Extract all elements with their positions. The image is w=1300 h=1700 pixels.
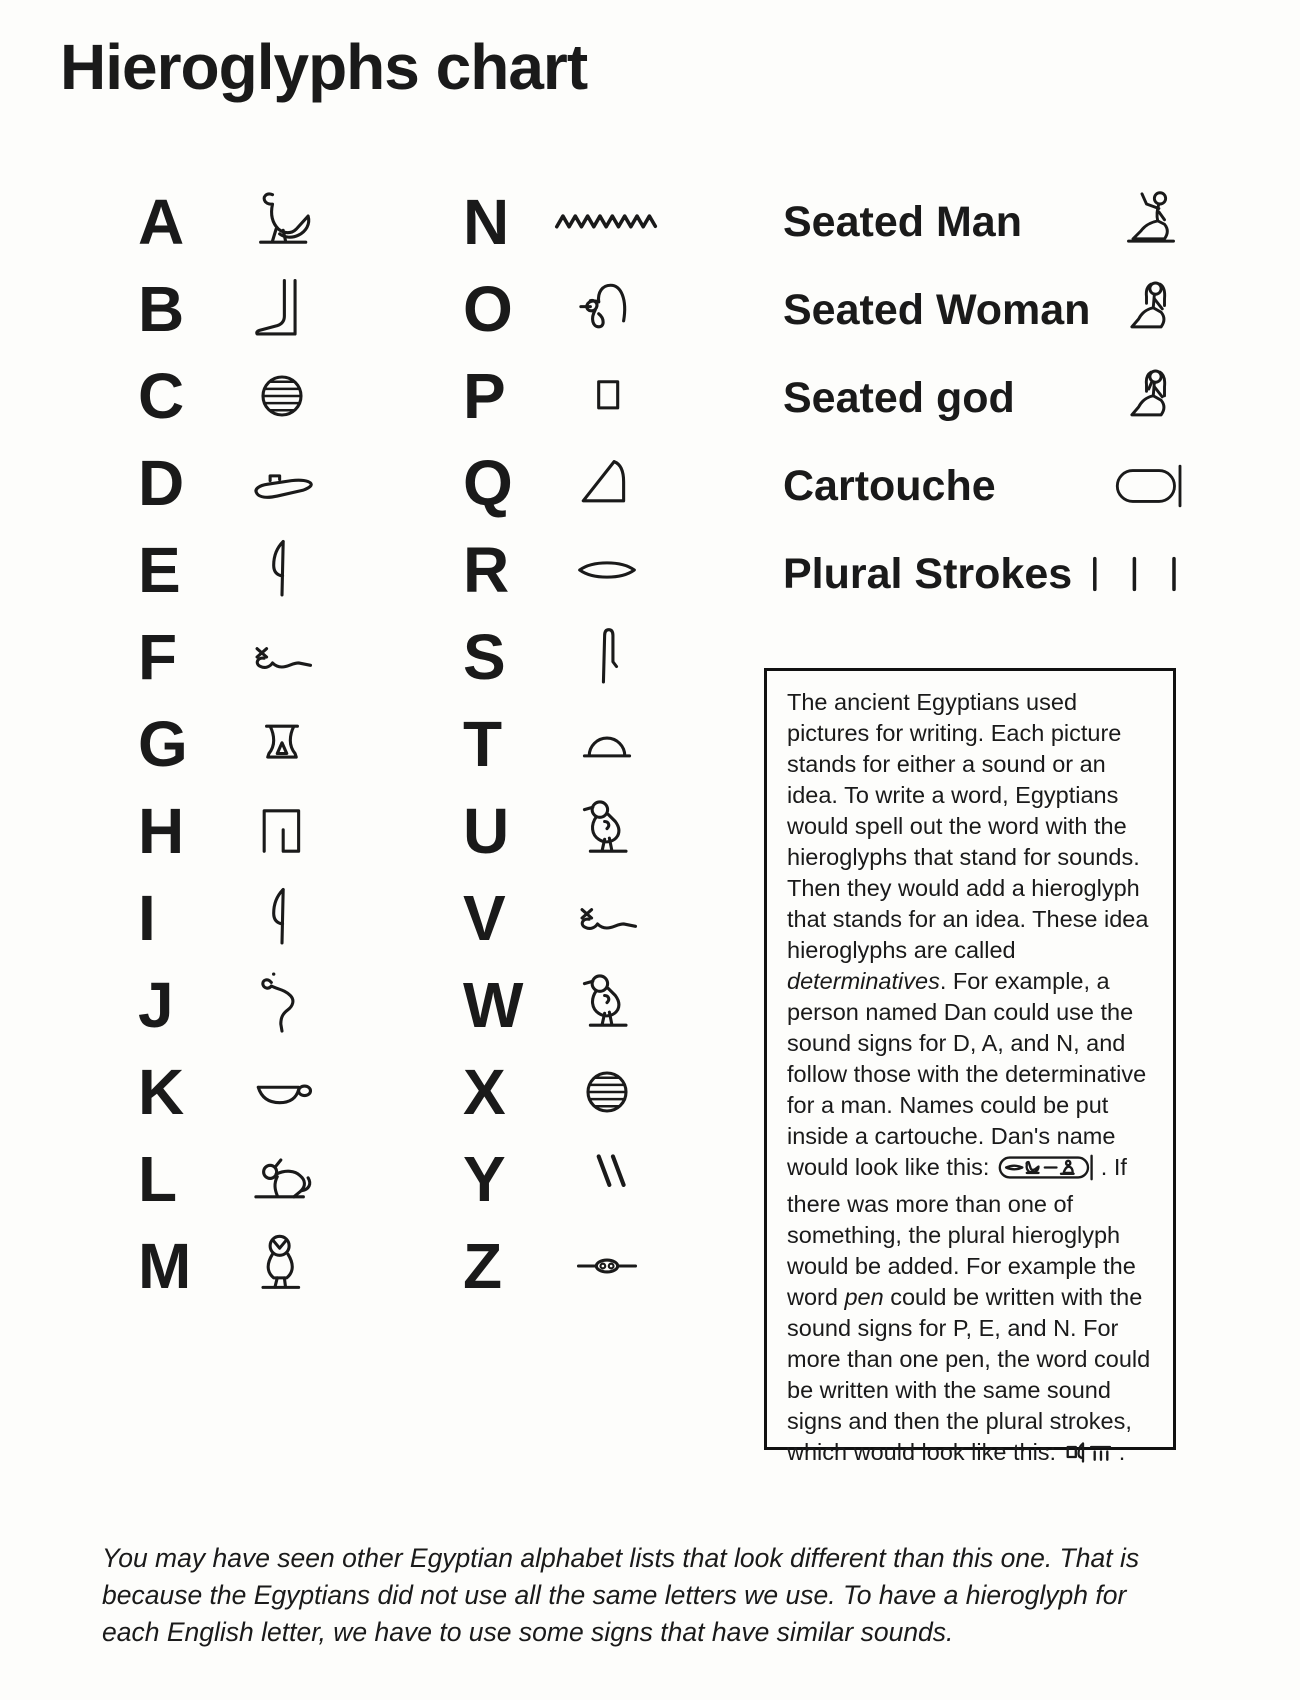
alphabet-row bbox=[463, 613, 783, 700]
vulture-icon bbox=[226, 184, 338, 260]
striped-basket-icon bbox=[226, 358, 338, 434]
determinative-row bbox=[783, 442, 1187, 530]
determinative-label: Plural Strokes bbox=[783, 549, 1073, 598]
horned-viper-icon bbox=[551, 880, 663, 956]
determinative-label: Cartouche bbox=[783, 461, 996, 510]
alphabet-row bbox=[138, 1222, 458, 1309]
info-text-emphasis: pen bbox=[844, 1284, 884, 1310]
determinatives-list bbox=[783, 178, 1187, 618]
page-title: Hieroglyphs chart bbox=[60, 31, 588, 103]
letter-Y: Y bbox=[463, 1142, 506, 1215]
bread-loaf-icon bbox=[551, 706, 663, 782]
plural-strokes-icon bbox=[1086, 536, 1187, 612]
alphabet-row bbox=[463, 874, 783, 961]
letter-X: X bbox=[463, 1055, 506, 1128]
letter-K: K bbox=[138, 1055, 185, 1128]
quail-chick-icon bbox=[551, 793, 663, 869]
pen-plural-icon bbox=[1065, 1439, 1117, 1474]
alphabet-row bbox=[463, 961, 783, 1048]
letter-N: N bbox=[463, 185, 510, 258]
jar-stand-icon bbox=[226, 706, 338, 782]
letter-C: C bbox=[138, 359, 185, 432]
info-text-segment: could be written with the sound signs for P, E, and N. For more than one pen, the word could be written with the same sound signs and then the plural strokes, which would look like this: bbox=[787, 1284, 1151, 1465]
alphabet-row bbox=[138, 961, 458, 1048]
alphabet-row bbox=[463, 265, 783, 352]
alphabet-row bbox=[138, 526, 458, 613]
alphabet-column-n-z bbox=[463, 178, 783, 1309]
alphabet-row bbox=[138, 352, 458, 439]
letter-B: B bbox=[138, 272, 185, 345]
determinative-row bbox=[783, 178, 1187, 266]
letter-I: I bbox=[138, 881, 156, 954]
letter-R: R bbox=[463, 533, 510, 606]
letter-E: E bbox=[138, 533, 181, 606]
letter-O: O bbox=[463, 272, 513, 345]
footer-note: You may have seen other Egyptian alphabet lists that look different than this one. That is because the Egyptians did not use all the same letters we use. To have a hieroglyph for each English letter, we have to use some signs that have similar sounds. bbox=[102, 1543, 1140, 1647]
alphabet-row bbox=[463, 178, 783, 265]
info-text-segment: . bbox=[1118, 1439, 1126, 1465]
letter-P: P bbox=[463, 359, 506, 432]
determinative-label: Seated Woman bbox=[783, 285, 1091, 334]
double-stroke-icon bbox=[551, 1141, 663, 1217]
letter-V: V bbox=[463, 881, 506, 954]
letter-L: L bbox=[138, 1142, 178, 1215]
letter-S: S bbox=[463, 620, 506, 693]
owl-icon bbox=[226, 1228, 338, 1304]
lion-icon bbox=[226, 1141, 338, 1217]
info-text-segment: The ancient Egyptians used pictures for writing. Each picture stands for either a sound or an idea. To write a word, Egyptians would spell out the word with the hieroglyphs that stand for sounds. Then they would add a hieroglyph that stands for an idea. These idea hieroglyphs are called bbox=[787, 689, 1149, 963]
info-box bbox=[764, 668, 1176, 1465]
info-text-segment: . If there was more than one of something, the plural hieroglyph would be added. For example the word bbox=[787, 1154, 1136, 1310]
alphabet-row bbox=[463, 439, 783, 526]
alphabet-row bbox=[138, 1048, 458, 1135]
letter-Z: Z bbox=[463, 1229, 503, 1302]
mouth-icon bbox=[551, 532, 663, 608]
striped-basket-icon bbox=[551, 1054, 663, 1130]
door-bolt-icon bbox=[551, 1228, 663, 1304]
letter-J: J bbox=[138, 968, 174, 1041]
letter-M: M bbox=[138, 1229, 192, 1302]
alphabet-row bbox=[138, 787, 458, 874]
letter-H: H bbox=[138, 794, 185, 867]
dan-cartouche-icon bbox=[998, 1154, 1099, 1189]
alphabet-row bbox=[138, 178, 458, 265]
alphabet-row bbox=[463, 352, 783, 439]
alphabet-row bbox=[138, 874, 458, 961]
letter-T: T bbox=[463, 707, 503, 780]
info-text-segment: . For example, a person named Dan could use the sound signs for D, A, and N, and follow those with the determinative for a man. Names could be put inside a cartouche. Dan's name would look like this: bbox=[787, 968, 1147, 1180]
foot-icon bbox=[226, 271, 338, 347]
letter-U: U bbox=[463, 794, 510, 867]
folded-cloth-icon bbox=[551, 619, 663, 695]
alphabet-row bbox=[138, 700, 458, 787]
determinative-label: Seated god bbox=[783, 373, 1015, 422]
determinative-row bbox=[783, 530, 1187, 618]
cartouche-icon bbox=[1114, 448, 1187, 524]
alphabet-column-a-m bbox=[138, 178, 458, 1309]
alphabet-row bbox=[138, 1135, 458, 1222]
seated-god-icon bbox=[1115, 360, 1187, 436]
determinative-label: Seated Man bbox=[783, 197, 1022, 246]
reed-leaf-icon bbox=[226, 532, 338, 608]
alphabet-row bbox=[463, 1048, 783, 1135]
alphabet-row bbox=[463, 787, 783, 874]
letter-A: A bbox=[138, 185, 185, 258]
cobra-icon bbox=[226, 967, 338, 1043]
seated-man-icon bbox=[1115, 184, 1187, 260]
lasso-icon bbox=[551, 271, 663, 347]
letter-D: D bbox=[138, 446, 185, 519]
horned-viper-icon bbox=[226, 619, 338, 695]
shelter-icon bbox=[226, 793, 338, 869]
quail-chick-icon bbox=[551, 967, 663, 1043]
alphabet-row bbox=[463, 700, 783, 787]
letter-F: F bbox=[138, 620, 178, 693]
basket-icon bbox=[226, 1054, 338, 1130]
alphabet-row bbox=[463, 1135, 783, 1222]
determinative-row bbox=[783, 266, 1187, 354]
stool-icon bbox=[551, 358, 663, 434]
alphabet-row bbox=[138, 613, 458, 700]
letter-G: G bbox=[138, 707, 188, 780]
reed-leaf-icon bbox=[226, 880, 338, 956]
water-icon bbox=[551, 184, 663, 260]
alphabet-row bbox=[463, 1222, 783, 1309]
letter-Q: Q bbox=[463, 446, 513, 519]
hill-slope-icon bbox=[551, 445, 663, 521]
alphabet-row bbox=[138, 439, 458, 526]
seated-woman-icon bbox=[1115, 272, 1187, 348]
info-text-emphasis: determinatives bbox=[787, 968, 940, 994]
alphabet-row bbox=[138, 265, 458, 352]
determinative-row bbox=[783, 354, 1187, 442]
letter-W: W bbox=[463, 968, 524, 1041]
alphabet-row bbox=[463, 526, 783, 613]
hand-icon bbox=[226, 445, 338, 521]
